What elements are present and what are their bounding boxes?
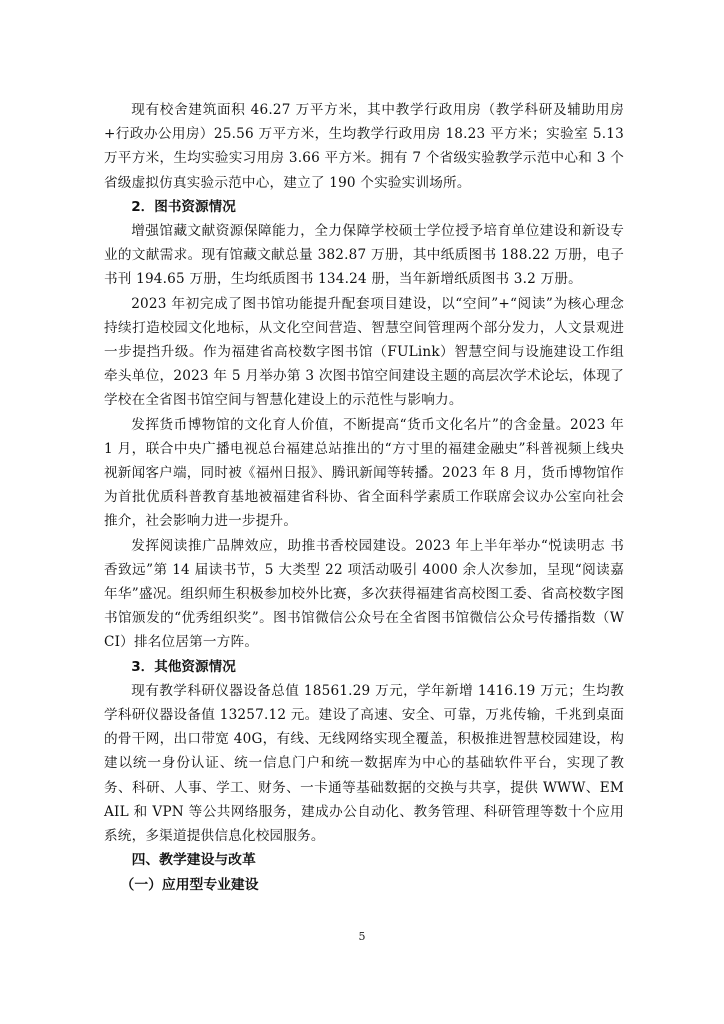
paragraph-library-collection: 增强馆藏文献资源保障能力，全力保障学校硕士学位授予培育单位建设和新设专业的文献需求。现有馆藏文献总量 382.87 万册，其中纸质图书 188.22 万册，电子书刊 194.65 万册，生均纸质图书 134.24 册，当年新增纸质图书 3.2 万册。 bbox=[104, 223, 624, 288]
heading-teaching-reform: 四、教学建设与改革 bbox=[131, 852, 256, 869]
paragraph-reading-promotion: 发挥阅读推广品牌效应，助推书香校园建设。2023 年上半年举办“悦读明志 书香致远”第 14 届读书节，5 大类型 22 项活动吸引 4000 余人次参加，呈现“阅读嘉年华”盛况。组织师生积极参加校外比赛，多次获得福建省高校图工委、省高校数字图书馆颁发的“优秀组织奖”。图书馆微信公众号在全省图书馆微信公众号传播指数（WCI）排名位居第一方阵。 bbox=[104, 537, 624, 651]
paragraph-currency-museum: 发挥货币博物馆的文化育人价值，不断提高“货币文化名片”的含金量。2023 年 1 月，联合中央广播电视总台福建总站推出的“方寸里的福建金融史”科普视频上线央视新闻客户端，同时被《福州日报》、腾讯新闻等转播。2023 年 8 月，货币博物馆作为首批优质科普教育基地被福建省科协、省全面科学素质工作联席会议办公室向社会推介，社会影响力进一步提升。 bbox=[104, 416, 624, 530]
paragraph-campus-buildings: 现有校舍建筑面积 46.27 万平方米，其中教学行政用房（教学科研及辅助用房+行政办公用房）25.56 万平方米，生均教学行政用房 18.23 平方米；实验室 5.13 万平方米，生均实验实习用房 3.66 平方米。拥有 7 个省级实验教学示范中心和 3 个省级虚拟仿真实验示范中心，建立了 190 个实验实训场所。 bbox=[104, 102, 624, 191]
page-body bbox=[104, 98, 624, 897]
paragraph-library-space: 2023 年初完成了图书馆功能提升配套项目建设，以“空间”+“阅读”为核心理念持续打造校园文化地标，从文化空间营造、智慧空间管理两个部分发力，人文景观进一步提挡升级。作为福建省高校数字图书馆（FULink）智慧空间与设施建设工作组牵头单位，2023 年 5 月举办第 3 次图书馆空间建设主题的高层次学术论坛，体现了学校在全省图书馆空间与智慧化建设上的示范性与影响力。 bbox=[104, 295, 624, 409]
heading-applied-majors: （一）应用型专业建设 bbox=[120, 876, 259, 893]
page-number: 5 bbox=[358, 930, 366, 943]
heading-other-resources: 3．其他资源情况 bbox=[131, 658, 236, 675]
heading-library-resources: 2．图书资源情况 bbox=[131, 198, 236, 215]
paragraph-equipment-network: 现有教学科研仪器设备总值 18561.29 万元，学年新增 1416.19 万元；生均教学科研仪器设备值 13257.12 元。建设了高速、安全、可靠，万兆传输，千兆到桌面的骨干网，出口带宽 40G，有线、无线网络实现全覆盖，积极推进智慧校园建设，构建以统一身份认证、统一信息门户和统一数据库为中心的基础软件平台，实现了教务、科研、人事、学工、财务、一卡通等基础数据的交换与共享，提供 WWW、EMAIL 和 VPN 等公共网络服务，建成办公自动化、教务管理、科研管理等数十个应用系统，多渠道提供信息化校园服务。 bbox=[104, 682, 624, 845]
